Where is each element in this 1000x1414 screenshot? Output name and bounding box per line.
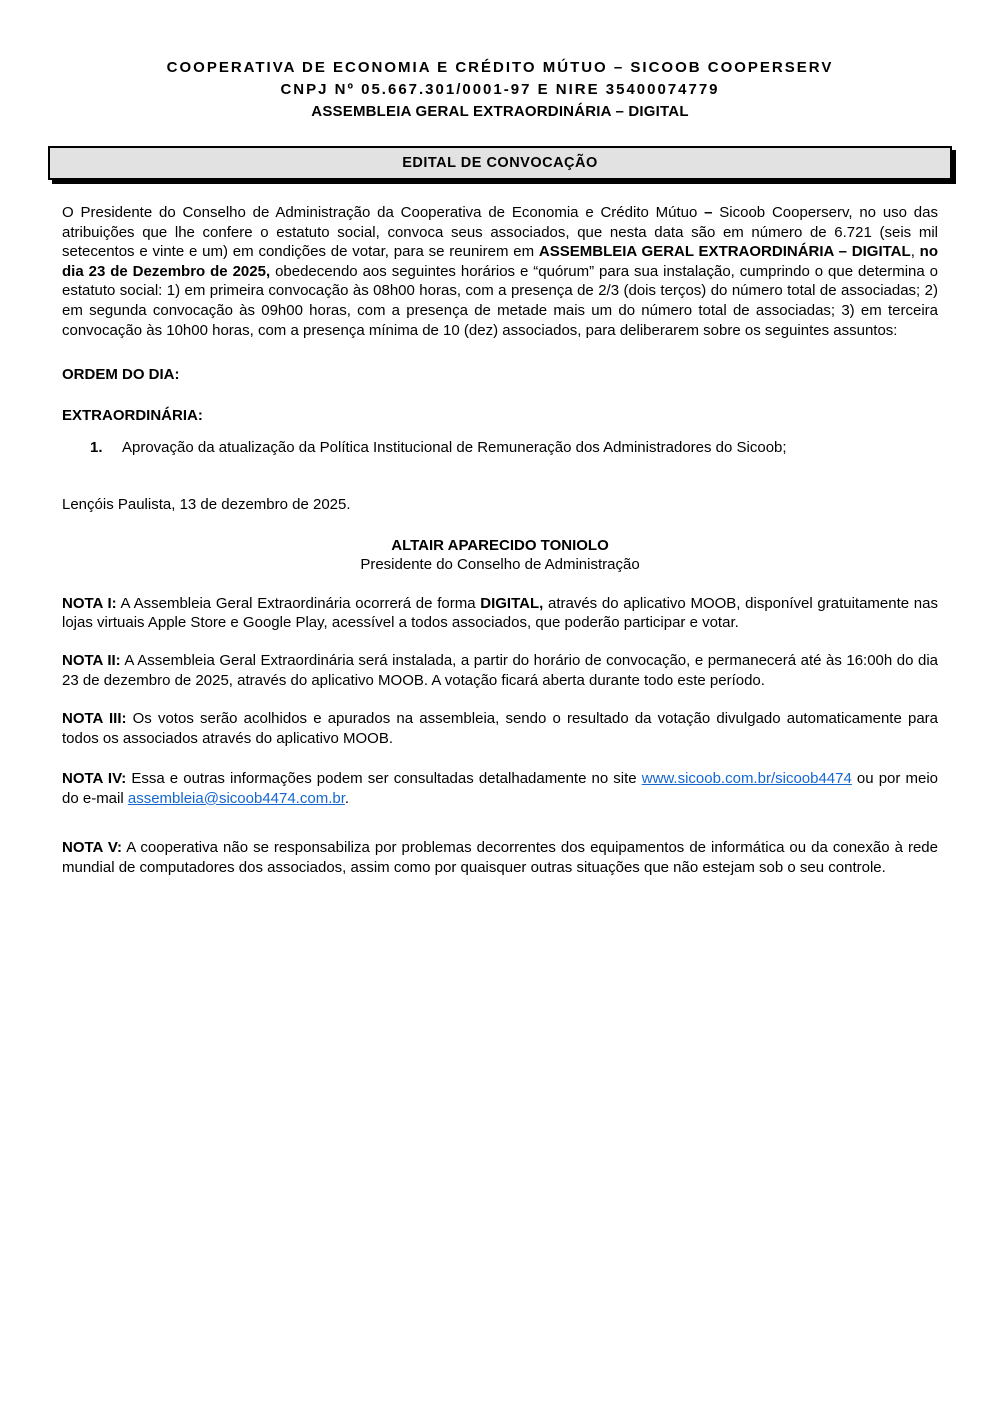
note-4 bbox=[62, 769, 938, 808]
note-1-text-1: A Assembleia Geral Extraordinária ocorrerá de forma bbox=[116, 594, 481, 612]
header-cnpj-nire: CNPJ Nº 05.667.301/0001-97 E NIRE 35400074779 bbox=[280, 81, 720, 98]
intro-date-bold: no dia 23 de Dezembro de 2025, bbox=[62, 243, 938, 280]
note-3-label: NOTA III: bbox=[62, 710, 127, 728]
edital-banner bbox=[48, 146, 952, 180]
note-3 bbox=[62, 709, 938, 748]
note-5 bbox=[62, 838, 938, 877]
intro-text-1: O Presidente do Conselho de Administração da Cooperativa de Economia e Crédito Mútuo bbox=[62, 204, 705, 221]
header-cooperative-name: COOPERATIVA DE ECONOMIA E CRÉDITO MÚTUO – SICOOB COOPERSERV bbox=[166, 59, 834, 76]
note-1 bbox=[62, 594, 938, 633]
intro-text-2: Sicoob Cooperserv, no uso das atribuições que lhe confere o estatuto social, convoca seus associados, que nesta data são em número de 6.721 (seis mil setecentos e vinte e um) em condições de votar, para se reunirem em bbox=[62, 204, 938, 261]
intro-paragraph bbox=[62, 203, 938, 340]
agenda-item-number: 1. bbox=[90, 439, 103, 457]
note-2-label: NOTA II: bbox=[62, 651, 121, 669]
header-assembly-type: ASSEMBLEIA GERAL EXTRAORDINÁRIA – DIGITAL bbox=[311, 103, 689, 120]
signature-block bbox=[62, 536, 938, 575]
agenda-item-1 bbox=[62, 438, 938, 458]
note-2-text: A Assembleia Geral Extraordinária será instalada, a partir do horário de convocação, e permanecerá até às 16:00h do dia 23 de dezembro de 2025, através do aplicativo MOOB. A votação ficará aberta durante todo este período. bbox=[62, 651, 938, 689]
note-1-digital-bold: DIGITAL, bbox=[480, 594, 544, 612]
intro-assembly-bold: ASSEMBLEIA GERAL EXTRAORDINÁRIA – DIGITAL bbox=[538, 243, 911, 261]
agenda-title: ORDEM DO DIA: bbox=[62, 366, 180, 384]
edital-banner-title: EDITAL DE CONVOCAÇÃO bbox=[402, 155, 598, 171]
note-3-text: Os votos serão acolhidos e apurados na assembleia, sendo o resultado da votação divulgado automaticamente para todos os associados através do aplicativo MOOB. bbox=[62, 710, 938, 747]
agenda-item-text: Aprovação da atualização da Política Institucional de Remuneração dos Administradores do Sicoob; bbox=[122, 439, 787, 457]
email-link[interactable]: assembleia@sicoob4474.com.br bbox=[127, 789, 345, 807]
note-4-text-2: ou por meio do e-mail bbox=[62, 770, 938, 807]
note-1-label: NOTA I: bbox=[62, 594, 117, 612]
note-4-label: NOTA IV: bbox=[62, 770, 127, 788]
signature-role: Presidente do Conselho de Administração bbox=[360, 556, 640, 574]
note-1-text-2: através do aplicativo MOOB, disponível gratuitamente nas lojas virtuais Apple Store e Google Play, acessível a todos associados, que poderão participar e votar. bbox=[62, 594, 938, 632]
note-4-text-3: . bbox=[344, 789, 350, 807]
note-2 bbox=[62, 651, 938, 690]
intro-text-3: , bbox=[910, 243, 920, 261]
signature-name: ALTAIR APARECIDO TONIOLO bbox=[391, 536, 609, 554]
intro-text-4: obedecendo aos seguintes horários e “quórum” para sua instalação, cumprindo o que determina o estatuto social: 1) em primeira convocação às 08h00 horas, com a presença de 2/3 (dois terços) do número total de associadas; 2) em segunda convocação às 09h00 horas, com a presença de metade mais um do número total de associadas; 3) em terceira convocação às 10h00 horas, com a presença mínima de 10 (dez) associados, para deliberarem sobre os seguintes assuntos: bbox=[62, 262, 938, 339]
note-5-label: NOTA V: bbox=[62, 839, 123, 857]
note-5-text: A cooperativa não se responsabiliza por problemas decorrentes dos equipamentos de informática ou da conexão à rede mundial de computadores dos associados, assim como por quaisquer outras situações que não estejam sob o seu controle. bbox=[62, 839, 938, 877]
document-header bbox=[62, 0, 938, 123]
note-4-text-1: Essa e outras informações podem ser consultadas detalhadamente no site bbox=[126, 770, 642, 788]
intro-dash-bold: – bbox=[704, 204, 713, 221]
dateline: Lençóis Paulista, 13 de dezembro de 2025. bbox=[62, 495, 351, 513]
agenda-subtitle: EXTRAORDINÁRIA: bbox=[62, 406, 203, 424]
site-link[interactable]: www.sicoob.com.br/sicoob4474 bbox=[641, 770, 852, 788]
